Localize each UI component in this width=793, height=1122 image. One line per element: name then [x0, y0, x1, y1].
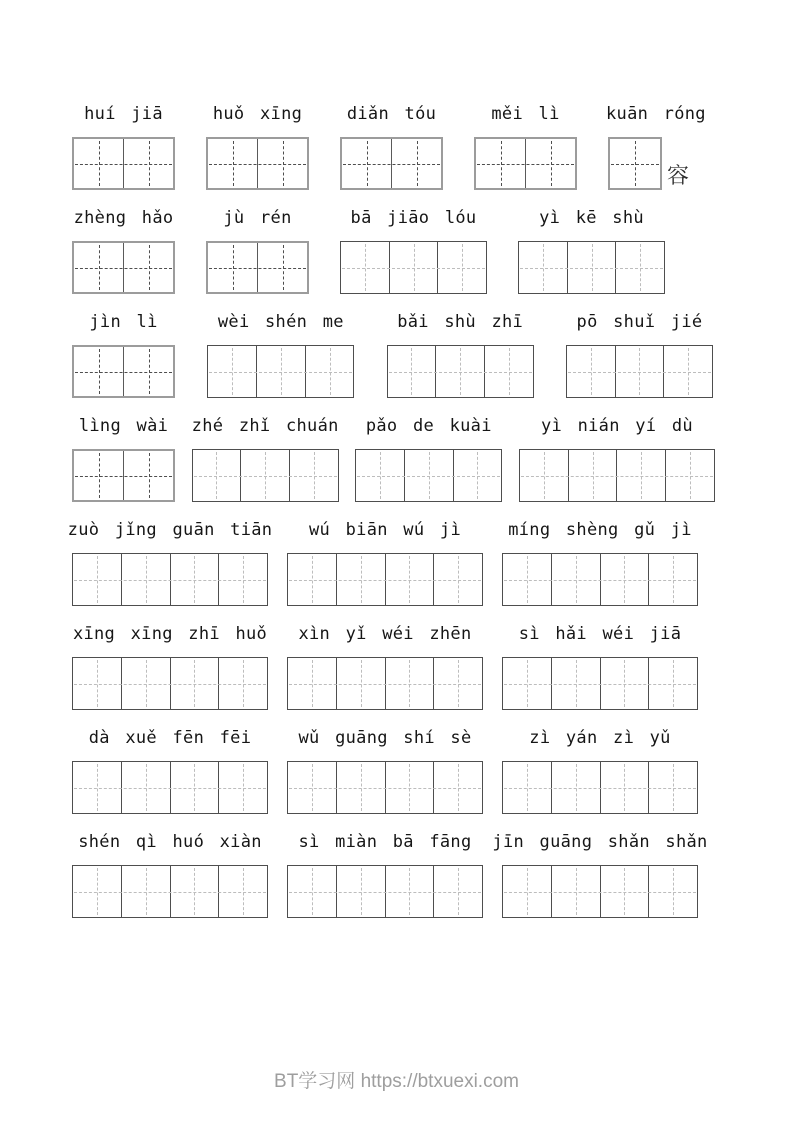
pinyin-label: kuān róng: [606, 104, 706, 124]
grid-cell: [520, 450, 568, 501]
writing-grid: [192, 449, 339, 502]
pinyin-label: wǔ guāng shí sè: [298, 728, 472, 748]
grid-cell: [503, 762, 551, 813]
grid-cell: [123, 243, 173, 292]
grid-cell: [615, 242, 664, 293]
grid-cell: [123, 139, 173, 188]
grid-cell: [663, 346, 712, 397]
grid-cell: [341, 242, 389, 293]
grid-cell: [170, 554, 219, 605]
pinyin-word-group: [502, 520, 698, 608]
pinyin-word-group: [72, 832, 268, 920]
writing-grid: [502, 761, 698, 814]
grid-cell: [240, 450, 289, 501]
grid-cell: [519, 242, 567, 293]
grid-cell: [600, 554, 649, 605]
writing-grid: [340, 137, 443, 190]
writing-grid: [502, 865, 698, 918]
grid-cell: [121, 866, 170, 917]
grid-cell: [503, 554, 551, 605]
pinyin-label: zì yán zì yǔ: [529, 728, 671, 748]
grid-cell: [336, 866, 385, 917]
writing-grid: [355, 449, 502, 502]
grid-cell: [121, 762, 170, 813]
pinyin-label: xīng xīng zhī huǒ: [72, 624, 268, 644]
pinyin-label: bā jiāo lóu: [350, 208, 477, 228]
grid-cell: [503, 866, 551, 917]
pinyin-label: huǒ xīng: [212, 104, 303, 124]
pinyin-label: yì nián yí dù: [540, 416, 693, 436]
writing-grid: [340, 241, 487, 294]
grid-cell: [665, 450, 714, 501]
pinyin-word-group: [502, 624, 698, 712]
pinyin-word-group: [518, 208, 665, 296]
grid-cell: [525, 139, 575, 188]
writing-grid: [566, 345, 713, 398]
grid-cell: [615, 346, 664, 397]
pinyin-word-group: [355, 416, 502, 504]
pinyin-label: diǎn tóu: [346, 104, 437, 124]
grid-cell: [404, 450, 453, 501]
writing-grid: [287, 865, 483, 918]
grid-cell: [385, 866, 434, 917]
grid-cell: [74, 451, 123, 500]
grid-cell: [568, 450, 617, 501]
pinyin-word-group: [207, 312, 354, 400]
grid-cell: [170, 762, 219, 813]
worksheet-row: [72, 312, 713, 400]
pinyin-label: sì hǎi wéi jiā: [518, 624, 682, 644]
pinyin-word-group: [492, 832, 708, 920]
grid-cell: [288, 762, 336, 813]
grid-cell: [305, 346, 354, 397]
grid-cell: [453, 450, 502, 501]
grid-cell: [551, 866, 600, 917]
pinyin-label: wèi shén me: [217, 312, 344, 332]
grid-cell: [288, 866, 336, 917]
pinyin-word-group: [474, 104, 577, 192]
grid-cell: [648, 658, 697, 709]
grid-cell: [170, 866, 219, 917]
grid-cell: [551, 554, 600, 605]
pinyin-word-group: [340, 104, 443, 192]
grid-cell: [648, 866, 697, 917]
grid-cell: [391, 139, 441, 188]
grid-cell: [600, 762, 649, 813]
grid-cell: [218, 866, 267, 917]
pinyin-label: jù rén: [223, 208, 292, 228]
grid-cell: [648, 554, 697, 605]
writing-grid: [206, 241, 309, 294]
pinyin-word-group: [206, 104, 309, 192]
pinyin-word-group: [192, 416, 339, 504]
grid-cell: [600, 658, 649, 709]
pinyin-word-group: [72, 416, 175, 504]
grid-cell: [289, 450, 338, 501]
pinyin-word-group: [72, 312, 175, 400]
grid-cell: [170, 658, 219, 709]
worksheet-row: [72, 104, 706, 192]
grid-cell: [74, 243, 123, 292]
pinyin-word-group: [387, 312, 534, 400]
grid-cell: [389, 242, 438, 293]
grid-cell: [218, 554, 267, 605]
grid-cell: [385, 762, 434, 813]
writing-grid: [502, 657, 698, 710]
pinyin-word-group: [72, 208, 175, 296]
worksheet-row: [72, 728, 698, 816]
grid-cell: [121, 554, 170, 605]
grid-cell: [342, 139, 391, 188]
pinyin-label: zuò jǐng guān tiān: [67, 520, 273, 540]
pinyin-word-group: [287, 520, 483, 608]
grid-cell: [433, 866, 482, 917]
grid-cell: [73, 866, 121, 917]
pinyin-word-group: [502, 728, 698, 816]
writing-grid: [207, 345, 354, 398]
pinyin-label: lìng wài: [78, 416, 169, 436]
worksheet-row: [72, 624, 698, 712]
pinyin-label: míng shèng gǔ jì: [508, 520, 692, 540]
grid-cell: [256, 346, 305, 397]
writing-grid: [287, 761, 483, 814]
pinyin-word-group: [566, 312, 713, 400]
writing-grid: [72, 345, 175, 398]
grid-cell: [551, 762, 600, 813]
pinyin-label: zhé zhǐ chuán: [191, 416, 339, 436]
pinyin-word-group: [72, 104, 175, 192]
grid-cell: [567, 242, 616, 293]
grid-cell: [218, 658, 267, 709]
grid-cell: [356, 450, 404, 501]
writing-grid: [287, 553, 483, 606]
grid-cell: [257, 139, 307, 188]
pinyin-word-group: [72, 624, 268, 712]
printed-character-hint: 容: [667, 164, 690, 189]
writing-grid: [519, 449, 715, 502]
worksheet-row: [72, 416, 715, 504]
grid-cell: [336, 762, 385, 813]
writing-grid: [206, 137, 309, 190]
grid-cell: [437, 242, 486, 293]
pinyin-label: sì miàn bā fāng: [298, 832, 472, 852]
pinyin-word-group: [340, 208, 487, 296]
grid-cell: [610, 139, 660, 188]
pinyin-label: pō shuǐ jié: [576, 312, 703, 332]
grid-cell: [121, 658, 170, 709]
grid-cell: [484, 346, 533, 397]
pinyin-word-group: [519, 416, 715, 504]
writing-grid: [72, 137, 175, 190]
grid-cell: [435, 346, 484, 397]
grid-cell: [388, 346, 436, 397]
writing-grid: [387, 345, 534, 398]
grid-cell: [73, 762, 121, 813]
grid-cell: [503, 658, 551, 709]
pinyin-word-group: [287, 832, 483, 920]
pinyin-label: zhèng hǎo: [73, 208, 174, 228]
writing-grid: [72, 449, 175, 502]
grid-cell: [123, 451, 173, 500]
footer-watermark: BT学习网 https://btxuexi.com: [274, 1071, 519, 1092]
grid-cell: [73, 658, 121, 709]
writing-grid: [72, 657, 268, 710]
writing-grid: [518, 241, 665, 294]
grid-cell: [257, 243, 307, 292]
pinyin-word-group: [72, 728, 268, 816]
pinyin-word-group: [67, 520, 273, 608]
writing-grid: [72, 761, 268, 814]
pinyin-word-group: [287, 728, 483, 816]
grid-cell: [218, 762, 267, 813]
worksheet-row: [72, 832, 708, 920]
pinyin-label: dà xuě fēn fēi: [88, 728, 252, 748]
grid-cell: [433, 658, 482, 709]
writing-grid: [502, 553, 698, 606]
grid-cell: [288, 658, 336, 709]
grid-cell: [616, 450, 665, 501]
grid-cell: [74, 347, 123, 396]
grid-cell: [123, 347, 173, 396]
pinyin-label: jìn lì: [89, 312, 158, 332]
grid-cell: [208, 346, 256, 397]
grid-cell: [433, 554, 482, 605]
pinyin-label: pǎo de kuài: [365, 416, 492, 436]
grid-cell: [385, 658, 434, 709]
grid-cell: [476, 139, 525, 188]
worksheet-row: [67, 520, 698, 608]
pinyin-word-group: [206, 208, 309, 296]
grid-cell: [385, 554, 434, 605]
pinyin-label: bǎi shù zhī: [397, 312, 524, 332]
pinyin-word-group: [606, 104, 706, 192]
grid-cell: [73, 554, 121, 605]
grid-cell: [551, 658, 600, 709]
pinyin-label: měi lì: [491, 104, 560, 124]
writing-grid: [287, 657, 483, 710]
grid-cell: [336, 658, 385, 709]
pinyin-word-group: [287, 624, 483, 712]
grid-cell: [208, 243, 257, 292]
writing-grid: [474, 137, 577, 190]
pinyin-label: jīn guāng shǎn shǎn: [492, 832, 708, 852]
pinyin-label: xìn yǐ wéi zhēn: [298, 624, 472, 644]
pinyin-label: wú biān wú jì: [309, 520, 461, 540]
grid-cell: [433, 762, 482, 813]
pinyin-label: huí jiā: [84, 104, 163, 124]
grid-cell: [648, 762, 697, 813]
grid-cell: [567, 346, 615, 397]
grid-cell: [288, 554, 336, 605]
writing-grid: [72, 865, 268, 918]
worksheet-row: [72, 208, 665, 296]
grid-cell: [336, 554, 385, 605]
writing-grid: [72, 553, 268, 606]
grid-cell: [193, 450, 241, 501]
writing-grid: [608, 137, 662, 190]
writing-grid: [72, 241, 175, 294]
grid-cell: [600, 866, 649, 917]
grid-cell: [208, 139, 257, 188]
pinyin-label: yì kē shù: [539, 208, 644, 228]
grid-cell: [74, 139, 123, 188]
pinyin-label: shén qì huó xiàn: [78, 832, 262, 852]
